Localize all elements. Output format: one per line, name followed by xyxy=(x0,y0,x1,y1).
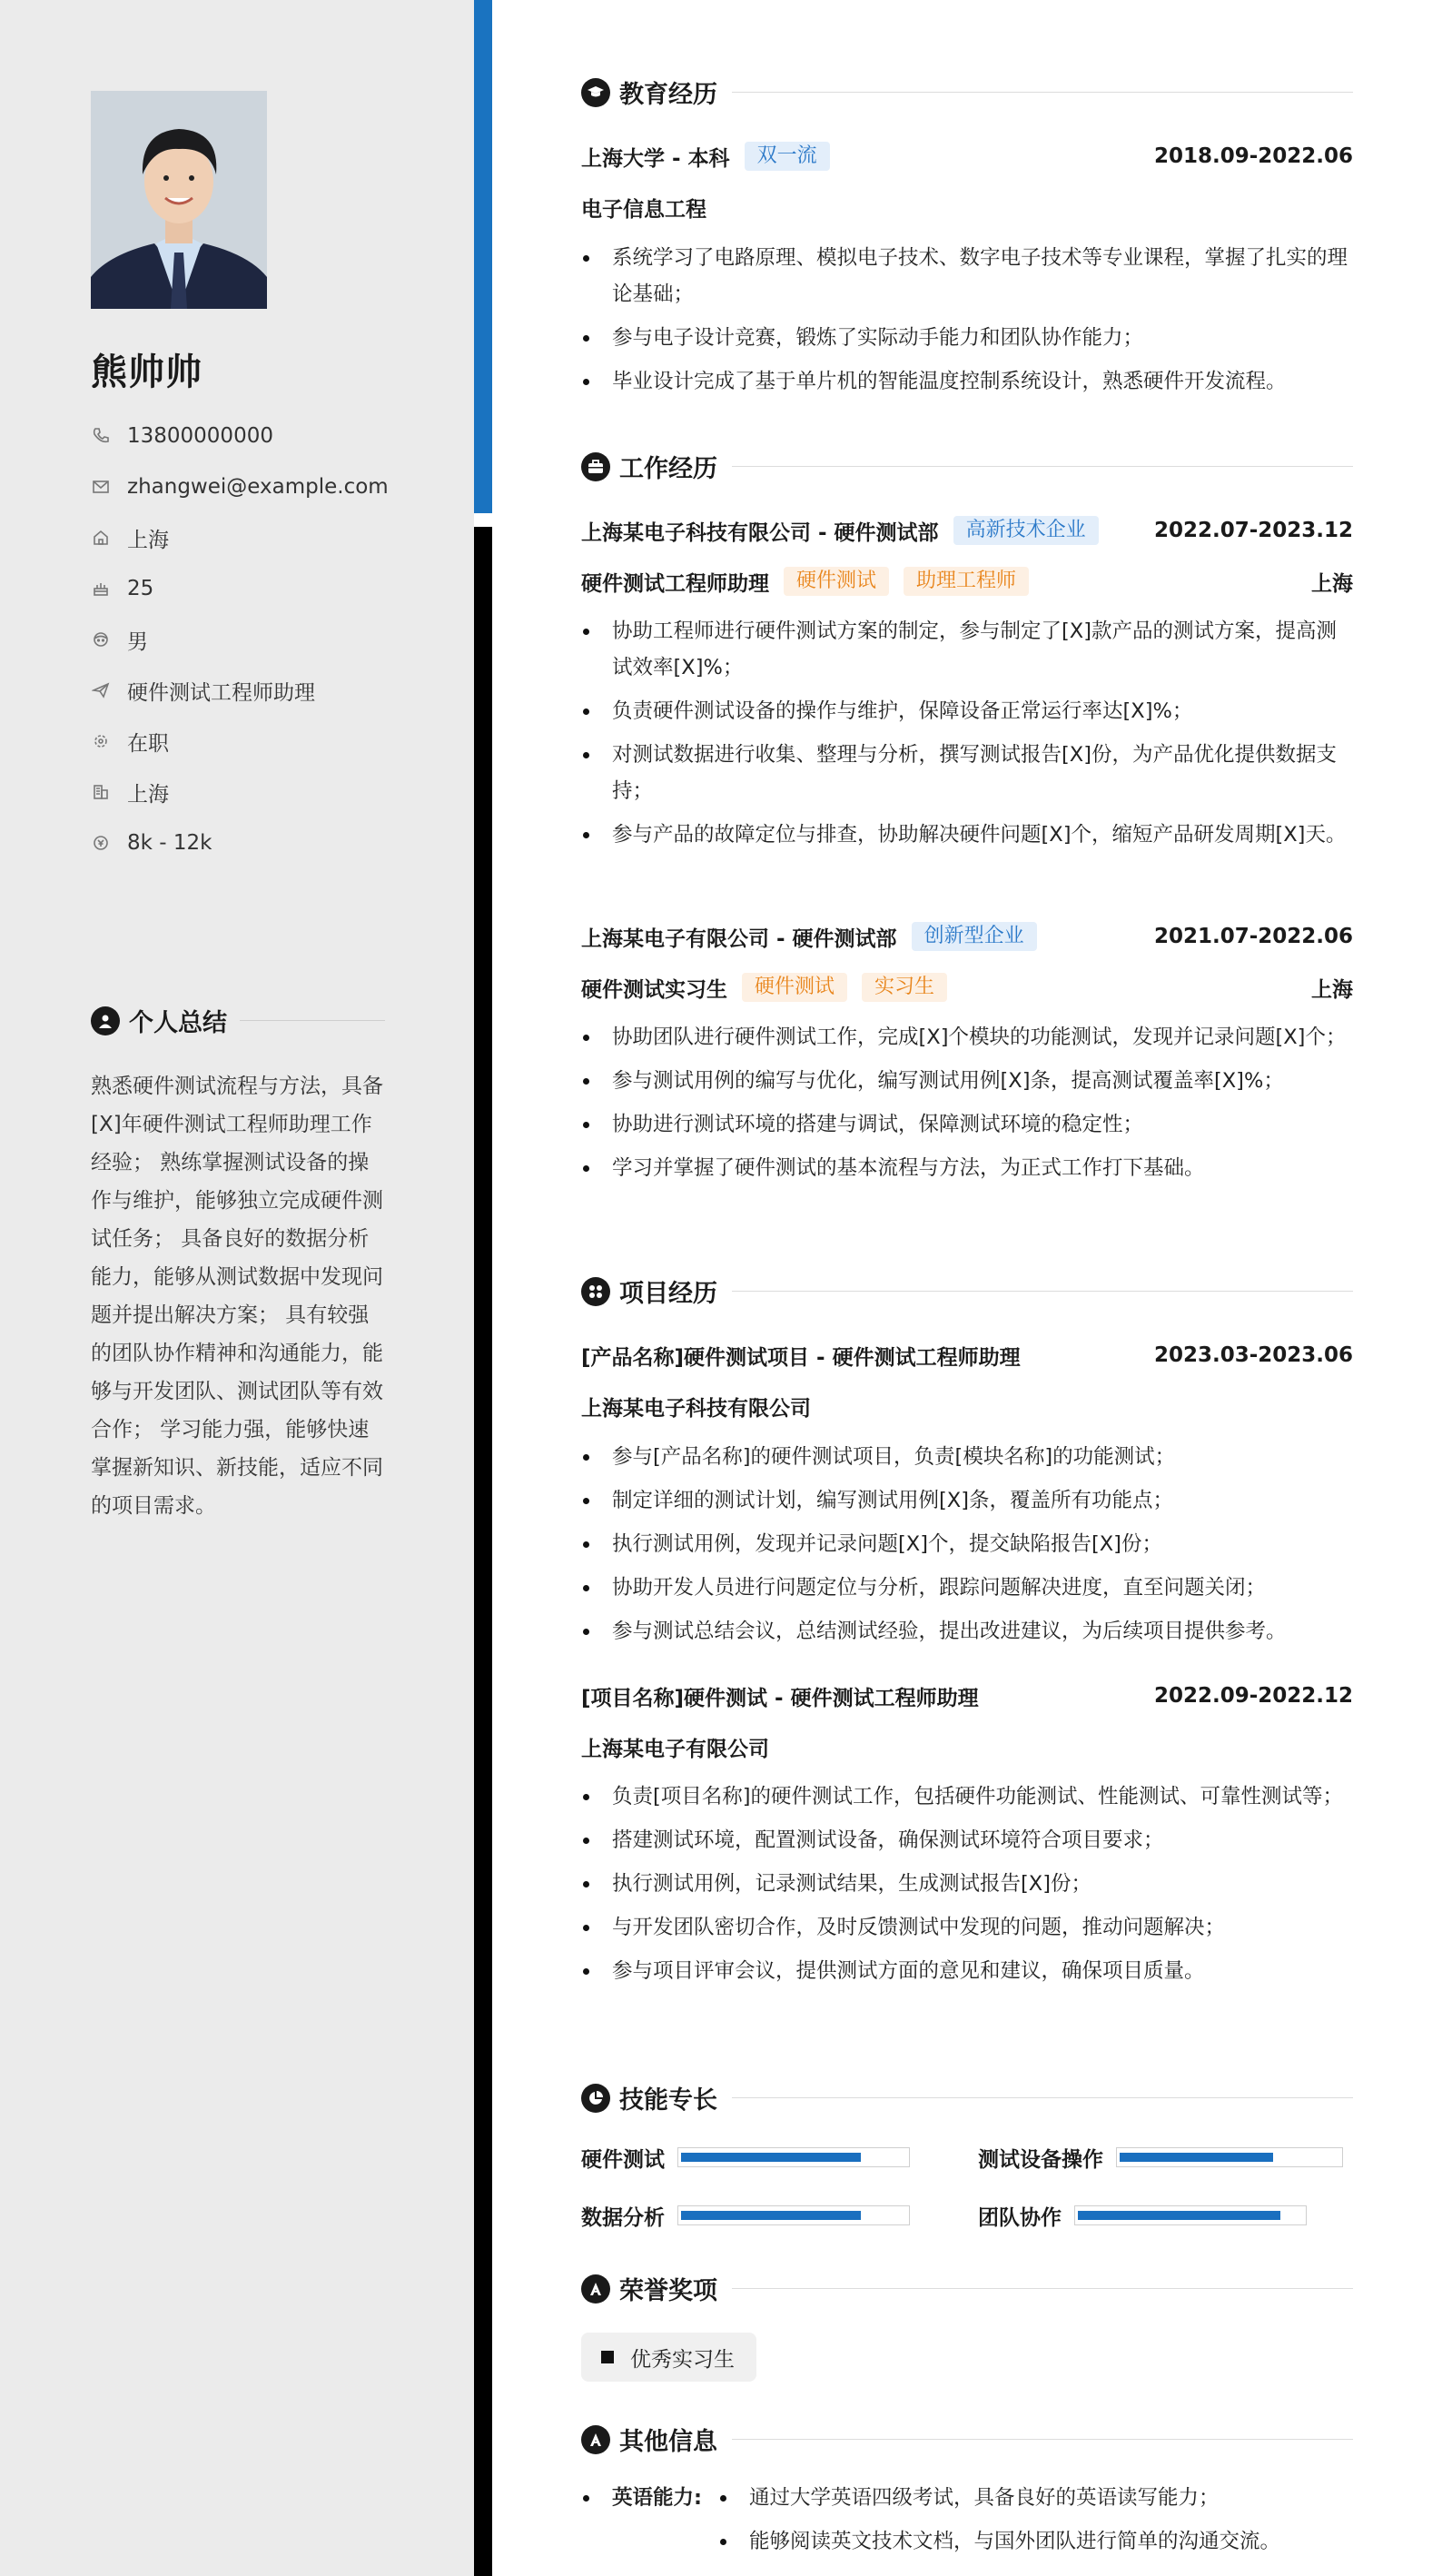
divider xyxy=(240,1020,385,1021)
list-item: 参与电子设计竞赛，锻炼了实际动手能力和团队协作能力； xyxy=(581,320,1353,356)
bullet-dot xyxy=(720,2539,726,2545)
other-heading xyxy=(581,2422,1353,2457)
list-item: 负责[项目名称]的硬件测试工作，包括硬件功能测试、性能测试、可靠性测试等； xyxy=(581,1778,1353,1815)
sidebar xyxy=(0,0,474,2576)
accent-bar xyxy=(474,0,492,513)
mail-icon xyxy=(91,477,111,497)
work-heading xyxy=(581,449,1353,484)
project-2-name: [项目名称]硬件测试 - 硬件测试工程师助理 xyxy=(581,1686,979,1710)
send-icon xyxy=(91,680,111,700)
status-value: 在职 xyxy=(127,731,169,756)
education-bullets xyxy=(581,240,1353,407)
list-item: 与开发团队密切合作，及时反馈测试中发现的问题，推动问题解决； xyxy=(581,1909,1353,1946)
major-name: 电子信息工程 xyxy=(581,197,706,222)
project-1-period: 2023.03-2023.06 xyxy=(1153,1343,1353,1367)
job-1-tag-2: 助理工程师 xyxy=(904,567,1029,596)
job-1-city: 上海 xyxy=(1311,571,1353,596)
skill-name: 测试设备操作 xyxy=(978,2147,1103,2172)
skill-hardware-testing xyxy=(581,2142,910,2173)
skill-bar-fill xyxy=(681,2211,861,2220)
briefcase-icon xyxy=(581,452,610,481)
list-item: 协助团队进行硬件测试工作，完成[X]个模块的功能测试，发现并记录问题[X]个； xyxy=(581,1019,1353,1055)
project-2-company-row xyxy=(581,1730,1353,1763)
job-2-period: 2021.07-2022.06 xyxy=(1153,925,1353,948)
list-item: 对测试数据进行收集、整理与分析，撰写测试报告[X]份，为产品优化提供数据支持； xyxy=(581,737,1353,809)
phone-value: 13800000000 xyxy=(127,424,273,448)
dark-bar xyxy=(474,527,492,2576)
skill-bar xyxy=(677,2147,910,2167)
job-1-title: 硬件测试工程师助理 xyxy=(581,571,769,596)
award-icon xyxy=(581,2274,610,2304)
list-item: 执行测试用例，发现并记录问题[X]个，提交缺陷报告[X]份； xyxy=(581,1526,1353,1562)
other-item-2: 能够阅读英文技术文档，与国外团队进行简单的沟通交流。 xyxy=(749,2530,1281,2553)
age-value: 25 xyxy=(127,577,154,600)
projects-title: 项目经历 xyxy=(619,1280,717,1308)
target-city-value: 上海 xyxy=(127,782,169,807)
gender-value: 男 xyxy=(127,629,148,654)
project-1-company-row xyxy=(581,1390,1353,1422)
profile-photo xyxy=(91,91,267,309)
job-2-tag-1: 硬件测试 xyxy=(742,973,847,1002)
divider xyxy=(732,92,1353,93)
divider xyxy=(732,466,1353,467)
skill-bar-fill xyxy=(681,2153,861,2162)
list-item: 毕业设计完成了基于单片机的智能温度控制系统设计，熟悉硬件开发流程。 xyxy=(581,363,1353,400)
info-icon xyxy=(581,2425,610,2454)
project-2-period: 2022.09-2022.12 xyxy=(1153,1684,1353,1708)
other-label: 英语能力: xyxy=(612,2486,702,2510)
list-item: 制定详细的测试计划，编写测试用例[X]条，覆盖所有功能点； xyxy=(581,1482,1353,1519)
job-2-company-tag: 创新型企业 xyxy=(912,922,1037,951)
job-2-tag-2: 实习生 xyxy=(862,973,947,1002)
skill-equipment-operation xyxy=(978,2142,1343,2173)
info-age xyxy=(91,572,153,605)
job-1-title-row xyxy=(581,565,1353,598)
divider xyxy=(732,1291,1353,1292)
home-icon xyxy=(91,528,111,548)
list-item: 参与[产品名称]的硬件测试项目，负责[模块名称]的功能测试； xyxy=(581,1439,1353,1475)
salary-icon xyxy=(91,833,111,853)
job-2-company: 上海某电子有限公司 - 硬件测试部 xyxy=(581,926,897,951)
list-item: 负责硬件测试设备的操作与维护，保障设备正常运行率达[X]%； xyxy=(581,693,1353,729)
job-2-title: 硬件测试实习生 xyxy=(581,977,727,1002)
education-heading xyxy=(581,74,1353,110)
job-1-tag-1: 硬件测试 xyxy=(784,567,889,596)
job-2-row xyxy=(581,920,1353,953)
bullet-dot xyxy=(720,2495,726,2502)
education-title: 教育经历 xyxy=(619,81,717,109)
other-item-1: 通过大学英语四级考试，具备良好的英语读写能力； xyxy=(749,2486,1220,2510)
skills-heading xyxy=(581,2080,1353,2115)
project-1-company: 上海某电子科技有限公司 xyxy=(581,1396,811,1421)
job-1-company-tag: 高新技术企业 xyxy=(953,516,1099,545)
list-item: 协助进行测试环境的搭建与调试，保障测试环境的稳定性； xyxy=(581,1106,1353,1143)
info-location xyxy=(91,521,169,554)
info-position xyxy=(91,674,315,707)
grid-icon xyxy=(581,1277,610,1306)
list-item: 学习并掌握了硬件测试的基本流程与方法，为正式工作打下基础。 xyxy=(581,1150,1353,1186)
job-1-bullets xyxy=(581,613,1353,860)
divider xyxy=(732,2439,1353,2440)
salary-value: 8k - 12k xyxy=(127,831,212,855)
bullet-dot xyxy=(583,2495,589,2502)
email-value: zhangwei@example.com xyxy=(127,475,389,499)
list-item: 协助开发人员进行问题定位与分析，跟踪问题解决进度，直至问题关闭； xyxy=(581,1570,1353,1606)
list-item: 执行测试用例，记录测试结果，生成测试报告[X]份； xyxy=(581,1866,1353,1902)
skill-data-analysis xyxy=(581,2200,910,2231)
info-phone xyxy=(91,420,273,452)
info-status xyxy=(91,725,169,758)
other-title: 其他信息 xyxy=(619,2428,717,2456)
work-title: 工作经历 xyxy=(619,455,717,483)
project-1-name: [产品名称]硬件测试项目 - 硬件测试工程师助理 xyxy=(581,1345,1021,1370)
skill-name: 数据分析 xyxy=(581,2205,665,2230)
summary-title: 个人总结 xyxy=(129,1009,227,1037)
school-tag: 双一流 xyxy=(745,142,830,171)
summary-text: 熟悉硬件测试流程与方法，具备[X]年硬件测试工程师助理工作经验； 熟练掌握测试设备的操作与维护，能够独立完成硬件测试任务； 具备良好的数据分析能力，能够从测试数据中发现问题并提出解决方案； 具有较强的团队协作精神和沟通能力，能够与开发团队、测试团队等有效合作； 学习能力强，能够快速掌握新知识、新技能，适应不同的项目需求。 xyxy=(91,1075,383,1518)
skills-title: 技能专长 xyxy=(619,2086,717,2115)
list-item: 参与测试总结会议，总结测试经验，提出改进建议，为后续项目提供参考。 xyxy=(581,1613,1353,1650)
pie-chart-icon xyxy=(581,2084,610,2113)
school-name: 上海大学 - 本科 xyxy=(581,146,730,171)
phone-icon xyxy=(91,426,111,446)
location-value: 上海 xyxy=(127,528,169,552)
list-item: 协助工程师进行硬件测试方案的制定，参与制定了[X]款产品的测试方案，提高测试效率[X]%； xyxy=(581,613,1353,686)
job-1-row xyxy=(581,514,1353,547)
info-target-city xyxy=(91,776,169,808)
skill-bar xyxy=(1074,2205,1307,2225)
summary-heading xyxy=(91,1003,385,1038)
award-label: 优秀实习生 xyxy=(630,2347,735,2372)
skill-bar xyxy=(1116,2147,1343,2167)
job-2-city: 上海 xyxy=(1311,977,1353,1002)
skill-name: 团队协作 xyxy=(978,2205,1062,2230)
project-2-company: 上海某电子有限公司 xyxy=(581,1737,769,1761)
project-2-row xyxy=(581,1679,1353,1712)
position-value: 硬件测试工程师助理 xyxy=(127,680,315,705)
status-icon xyxy=(91,731,111,751)
user-icon xyxy=(91,1006,120,1035)
list-item: 搭建测试环境，配置测试设备，确保测试环境符合项目要求； xyxy=(581,1822,1353,1858)
job-1-period: 2022.07-2023.12 xyxy=(1153,519,1353,542)
job-1-company: 上海某电子科技有限公司 - 硬件测试部 xyxy=(581,520,939,545)
cake-icon xyxy=(91,579,111,599)
awards-title: 荣誉奖项 xyxy=(619,2277,717,2305)
job-2-bullets xyxy=(581,1019,1353,1194)
list-item: 参与项目评审会议，提供测试方面的意见和建议，确保项目质量。 xyxy=(581,1953,1353,1989)
skill-name: 硬件测试 xyxy=(581,2147,665,2172)
list-item: 系统学习了电路原理、模拟电子技术、数字电子技术等专业课程，掌握了扎实的理论基础； xyxy=(581,240,1353,312)
profile-name: 熊帅帅 xyxy=(91,352,202,393)
info-salary xyxy=(91,827,212,859)
skill-bar-fill xyxy=(1120,2153,1273,2162)
job-2-title-row xyxy=(581,971,1353,1004)
education-period: 2018.09-2022.06 xyxy=(1153,144,1353,168)
project-1-bullets xyxy=(581,1439,1353,1657)
skill-teamwork xyxy=(978,2200,1307,2231)
divider xyxy=(732,2097,1353,2098)
award-chip xyxy=(581,2333,756,2382)
education-row xyxy=(581,140,1353,173)
project-1-row xyxy=(581,1339,1353,1372)
list-item: 参与测试用例的编写与优化，编写测试用例[X]条，提高测试覆盖率[X]%； xyxy=(581,1063,1353,1099)
skill-bar-fill xyxy=(1078,2211,1280,2220)
divider xyxy=(732,2288,1353,2289)
info-gender xyxy=(91,623,148,656)
gender-icon xyxy=(91,629,111,649)
awards-heading xyxy=(581,2271,1353,2306)
info-email xyxy=(91,471,389,503)
project-2-bullets xyxy=(581,1778,1353,1996)
building-icon xyxy=(91,782,111,802)
skill-bar xyxy=(677,2205,910,2225)
list-item: 参与产品的故障定位与排查，协助解决硬件问题[X]个，缩短产品研发周期[X]天。 xyxy=(581,817,1353,853)
major-row xyxy=(581,191,1353,223)
graduation-cap-icon xyxy=(581,78,610,107)
projects-heading xyxy=(581,1273,1353,1309)
square-bullet-icon xyxy=(601,2351,614,2363)
